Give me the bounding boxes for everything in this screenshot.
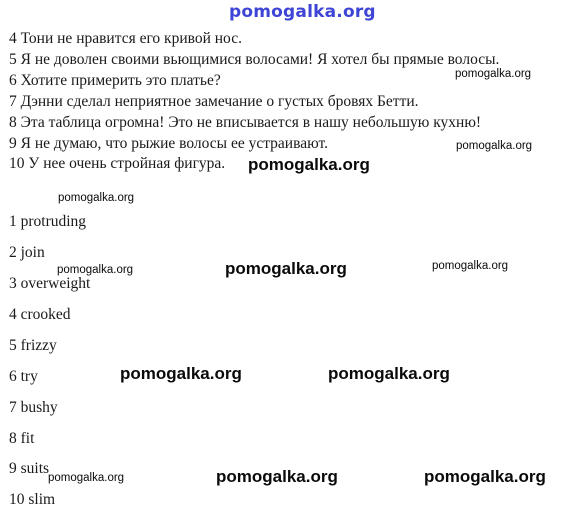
watermark: pomogalka.org — [58, 192, 135, 204]
answer-2: 2 join — [9, 244, 45, 261]
watermark: pomogalka.org — [225, 259, 347, 278]
answer-9: 9 suits — [9, 460, 50, 477]
sentence-8: 8 Эта таблица огромна! Это не вписывается в нашу небольшую кухню! — [9, 114, 482, 131]
answer-6: 6 try — [9, 368, 38, 385]
sentence-9: 9 Я не думаю, что рыжие волосы ее устраивают. — [9, 135, 328, 152]
answer-3: 3 overweight — [9, 275, 91, 292]
watermark: pomogalka.org — [120, 364, 242, 383]
watermark: pomogalka.org — [248, 155, 370, 174]
sentence-6: 6 Хотите примерить это платье? — [9, 72, 221, 89]
answer-1: 1 protruding — [9, 213, 87, 230]
answer-10: 10 slim — [9, 491, 56, 508]
sentence-7: 7 Дэнни сделал неприятное замечание о густых бровях Бетти. — [9, 93, 419, 110]
watermark: pomogalka.org — [48, 472, 125, 484]
watermark: pomogalka.org — [455, 68, 532, 80]
watermark: pomogalka.org — [328, 364, 450, 383]
answer-4: 4 crooked — [9, 306, 71, 323]
watermark: pomogalka.org — [456, 140, 533, 152]
watermark: pomogalka.org — [216, 467, 338, 486]
answer-7: 7 bushy — [9, 399, 58, 416]
answer-5: 5 frizzy — [9, 337, 57, 354]
answer-8: 8 fit — [9, 430, 35, 447]
watermark-top: pomogalka.org — [229, 2, 376, 22]
watermark: pomogalka.org — [424, 467, 546, 486]
sentence-10: 10 У нее очень стройная фигура. — [9, 155, 226, 172]
watermark: pomogalka.org — [432, 260, 509, 272]
sentence-4: 4 Тони не нравится его кривой нос. — [9, 30, 242, 47]
watermark: pomogalka.org — [57, 264, 134, 276]
sentence-5: 5 Я не доволен своими вьющимися волосами! Я хотел бы прямые волосы. — [9, 51, 500, 68]
